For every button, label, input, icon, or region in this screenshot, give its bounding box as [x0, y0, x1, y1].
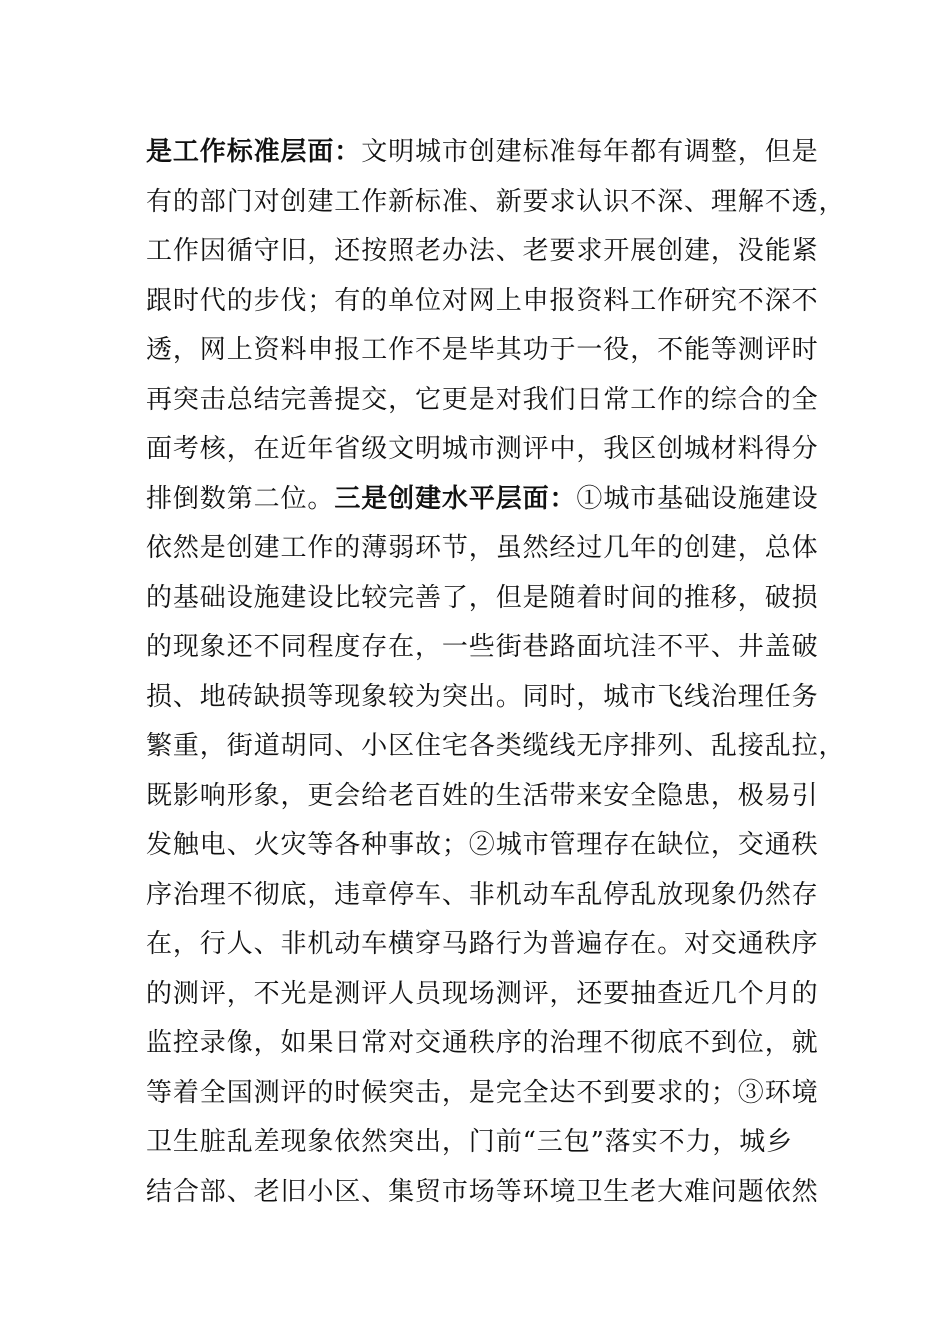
line-text: 文明城市创建标准每年都有调整，但是	[361, 137, 819, 167]
text-line-20: 等着全国测评的时候突击，是完全达不到要求的；③环境	[146, 1077, 819, 1108]
text-line-1	[146, 128, 819, 178]
text-line-10: 的基础设施建设比较完善了，但是随着时间的推移，破损	[146, 582, 819, 613]
text-line-14: 既影响形象，更会给老百姓的生活带来安全隐患，极易引	[146, 780, 819, 811]
text-line-15: 发触电、火灾等各种事故；②城市管理存在缺位，交通秩	[146, 830, 819, 860]
text-line-16: 序治理不彻底，违章停车、非机动车乱停乱放现象仍然存	[146, 879, 819, 910]
text-line-12: 损、地砖缺损等现象较为突出。同时，城市飞线治理任务	[146, 681, 819, 712]
line-text: 排倒数第二位。	[146, 483, 335, 514]
text-line-7: 面考核，在近年省级文明城市测评中，我区创城材料得分	[146, 434, 819, 464]
text-line-19: 监控录像，如果日常对交通秩序的治理不彻底不到位，就	[146, 1028, 819, 1058]
text-line-17: 在，行人、非机动车横穿马路行为普遍存在。对交通秩序	[146, 929, 819, 959]
text-line-6: 再突击总结完善提交，它更是对我们日常工作的综合的全	[146, 384, 819, 415]
text-line-13: 繁重，街道胡同、小区住宅各类缆线无序排列、乱接乱拉，	[146, 731, 846, 761]
text-line-4: 跟时代的步伐；有的单位对网上申报资料工作研究不深不	[146, 285, 819, 316]
text-line-18: 的测评，不光是测评人员现场测评，还要抽查近几个月的	[146, 978, 819, 1009]
text-line-11: 的现象还不同程度存在，一些街巷路面坑洼不平、井盖破	[146, 632, 819, 662]
text-line-9: 依然是创建工作的薄弱环节，虽然经过几年的创建，总体	[146, 533, 819, 563]
text-line-21: 卫生脏乱差现象依然突出，门前“三包”落实不力，城乡	[146, 1127, 794, 1157]
section-heading-work-standard: 是工作标准层面：	[146, 137, 362, 167]
text-line-22: 结合部、老旧小区、集贸市场等环境卫生老大难问题依然	[146, 1176, 819, 1207]
line-text: ①城市基础设施建设	[576, 483, 819, 514]
text-line-5: 透，网上资料申报工作不是毕其功于一役，不能等测评时	[146, 335, 819, 365]
text-line-8	[146, 475, 819, 525]
text-line-3: 工作因循守旧，还按照老办法、老要求开展创建，没能紧	[146, 236, 819, 266]
body-text	[146, 128, 846, 1217]
text-line-2: 有的部门对创建工作新标准、新要求认识不深、理解不透，	[146, 186, 846, 217]
section-heading-creation-level: 三是创建水平层面：	[334, 483, 577, 514]
